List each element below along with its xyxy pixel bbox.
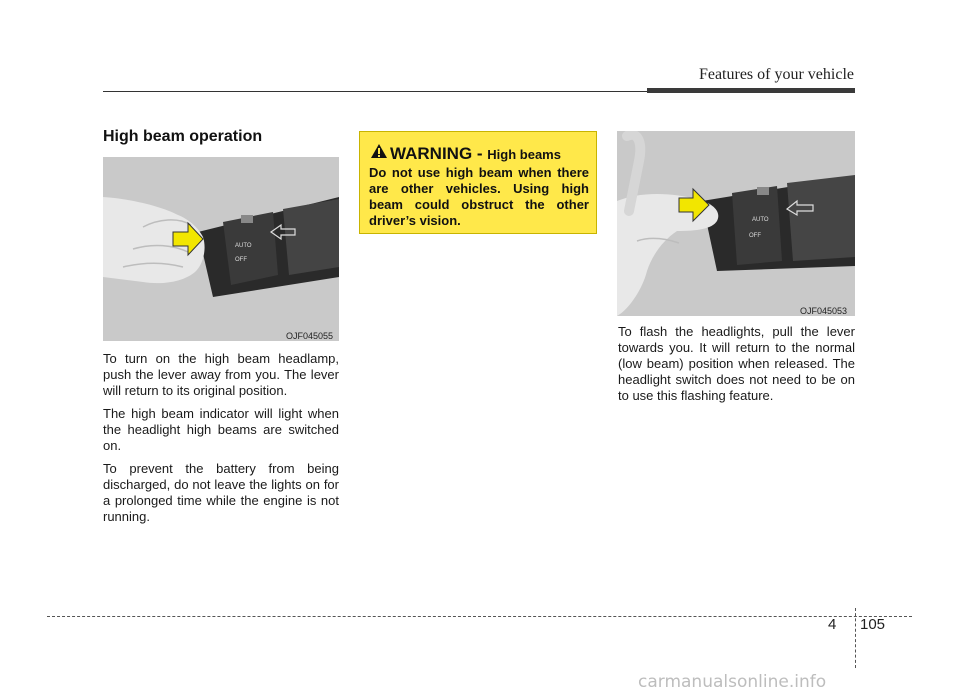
- photo-code-left: OJF045055: [286, 331, 334, 341]
- watermark: carmanualsonline.info: [638, 672, 827, 692]
- photo-code-right: OJF045053: [800, 306, 848, 316]
- lever-illustration-left: [103, 157, 339, 341]
- header-rule: [103, 91, 653, 92]
- photo-pull-lever: [617, 131, 855, 316]
- lever-illustration-right: [617, 131, 855, 316]
- chapter-number: 4: [828, 616, 837, 633]
- lever-label-off: OFF: [235, 257, 247, 263]
- warning-title-label: WARNING -: [390, 144, 488, 163]
- lever-label-off-right: OFF: [749, 233, 761, 239]
- lever-label-auto-right: AUTO: [752, 217, 769, 223]
- header-rule-accent: [647, 88, 855, 93]
- footer-rule: [47, 616, 912, 617]
- warning-title: [390, 144, 561, 164]
- footer-divider: [855, 608, 856, 668]
- warning-box: [359, 131, 597, 234]
- running-header-title: Features of your vehicle: [698, 66, 854, 83]
- paragraph-turn-on-high-beam: To turn on the high beam headlamp, push the lever away from you. The lever will return to its original position.: [103, 351, 339, 398]
- photo-push-lever: [103, 157, 339, 341]
- warning-subtitle: High beams: [487, 147, 561, 162]
- warning-triangle-icon: [370, 143, 388, 159]
- right-column-text: [618, 324, 855, 411]
- left-column-text: [103, 351, 339, 532]
- lever-marking-icon: [241, 215, 253, 223]
- lever-label-auto: AUTO: [235, 243, 252, 249]
- section-heading: High beam operation: [103, 128, 263, 145]
- paragraph-flash-headlights: To flash the headlights, pull the lever towards you. It will return to the normal (low beam) position when released. The headlight switch does not need to be on to use this flashing feature.: [618, 324, 855, 403]
- warning-text: Do not use high beam when there are other vehicles. Using high beam could obstruct the other driver’s vision.: [369, 165, 589, 228]
- page-number: 105: [860, 616, 886, 633]
- lever-marking-icon-right: [757, 187, 769, 195]
- paragraph-battery: To prevent the battery from being discharged, do not leave the lights on for a prolonged time while the engine is not running.: [103, 461, 339, 524]
- paragraph-indicator: The high beam indicator will light when the headlight high beams are switched on.: [103, 406, 339, 453]
